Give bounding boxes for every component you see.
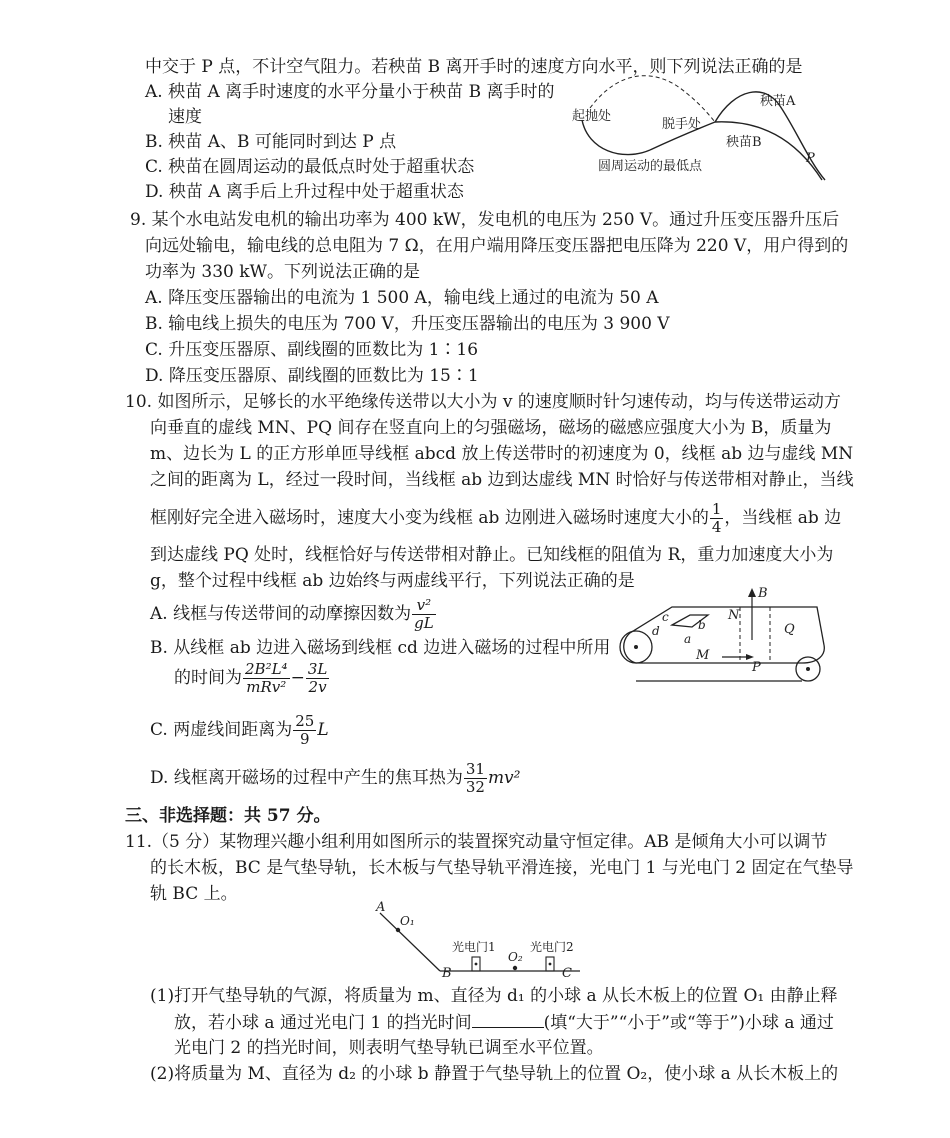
label-gate2: 光电门2 — [530, 940, 574, 954]
q10-line5-pre: 框刚好完全进入磁场时，速度大小变为线框 ab 边刚进入磁场时速度大小的 — [150, 508, 709, 528]
label-throw-start: 起抛处 — [572, 109, 612, 124]
q10-option-b-line2: 的时间为 $\frac{\text{2B²L⁴}}{\text{mRv²}}$ − $\frac{3L}{2v}$ — [174, 660, 328, 696]
q8-option-c: C. 秧苗在圆周运动的最低点时处于超重状态 — [145, 157, 475, 177]
label-d: d — [652, 624, 660, 638]
q10-line5-post: ，当线框 ab 边 — [724, 508, 842, 528]
q8-option-a-line2: 速度 — [168, 107, 202, 127]
q11-apparatus-figure — [370, 900, 590, 981]
label-a: A — [376, 900, 386, 915]
q9-line2: 向远处输电，输电线的总电阻为 7 Ω，在用户端用降压变压器把电压降为 220 V，用户得到的 — [145, 236, 849, 256]
q8-option-b: B. 秧苗 A、B 可能同时到达 P 点 — [145, 132, 397, 152]
label-gate1: 光电门1 — [452, 940, 496, 954]
q11-part1-line2: 放，若小球 a 通过光电门 1 的挡光时间 (填“大于”“小于”或“等于”)小球 a 通过 — [174, 1013, 834, 1033]
q10-line4: 之间的距离为 L，经过一段时间，当线框 ab 边到达虚线 MN 时恰好与传送带相对静止，当线 — [150, 470, 854, 490]
label-lowest-point: 圆周运动的最低点 — [598, 159, 703, 174]
q10-line6: 到达虚线 PQ 处时，线框恰好与传送带相对静止。已知线框的阻值为 R，重力加速度大小为 — [150, 545, 834, 565]
q10-line1: 10. 如图所示，足够长的水平绝缘传送带以大小为 v 的速度顺时针匀速传动，均与传送带运动方 — [125, 392, 841, 412]
q10-line3: m、边长为 L 的正方形单匝导线框 abcd 放上传送带时的初速度为 0，线框 ab 边与虚线 MN — [150, 444, 854, 464]
label-c: C — [562, 966, 572, 981]
q11-part1-line3: 光电门 2 的挡光时间，则表明气垫导轨已调至水平位置。 — [174, 1038, 604, 1058]
q11-line2: 的长木板，BC 是气垫导轨，长木板与气垫导轨平滑连接，光电门 1 与光电门 2 固定在气垫导 — [150, 858, 854, 878]
ball-position-o2 — [513, 966, 517, 970]
q9-option-a: A. 降压变压器输出的电流为 1 500 A，输电线上通过的电流为 50 A — [145, 288, 659, 308]
q11-line1: 11.（5 分）某物理兴趣小组利用如图所示的装置探究动量守恒定律。AB 是倾角大小可以调节 — [125, 832, 828, 852]
q9-option-c: C. 升压变压器原、副线圈的匝数比为 1∶16 — [145, 340, 479, 360]
answer-blank[interactable] — [472, 1011, 544, 1028]
label-p: P — [752, 660, 761, 675]
q8-option-a-line1: A. 秧苗 A 离手时速度的水平分量小于秧苗 B 离手时的 — [145, 82, 555, 102]
label-o1: O₁ — [400, 914, 415, 928]
label-release: 脱手处 — [662, 117, 702, 132]
label-point-p: P — [806, 151, 815, 166]
label-b: B — [442, 966, 452, 981]
circular-path-curve — [582, 120, 650, 155]
roller-right-axle — [806, 667, 810, 671]
label-q: Q — [784, 622, 795, 637]
q10-option-b-line1: B. 从线框 ab 边进入磁场到线框 cd 边进入磁场的过程中所用 — [150, 638, 611, 658]
fraction-option-b-1: $\frac{\text{2B²L⁴}}{\text{mRv²}}$ — [245, 660, 288, 696]
b-field-arrowhead — [748, 588, 756, 597]
fraction-option-a: $\frac{\text{v²}}{gL}$ — [414, 596, 434, 632]
label-seedling-b: 秧苗B — [726, 135, 762, 150]
photogate-2-dot — [549, 963, 552, 966]
ball-position-o1 — [396, 928, 400, 932]
q9-line1: 9. 某个水电站发电机的输出功率为 400 kW，发电机的电压为 250 V。通过升压变压器升压后 — [130, 210, 840, 230]
photogate-1-dot — [475, 963, 478, 966]
label-n: N — [728, 608, 740, 623]
q10-line2: 向垂直的虚线 MN、PQ 间存在竖直向上的匀强磁场，磁场的磁感应强度大小为 B，质量为 — [150, 418, 832, 438]
section-3-title: 三、非选择题：共 57 分。 — [125, 806, 331, 826]
q9-option-b: B. 输电线上损失的电压为 700 V，升压变压器输出的电压为 3 900 V — [145, 314, 670, 334]
fraction-option-d: $\frac{31}{32}$ — [465, 760, 485, 796]
q10-option-a: A. 线框与传送带间的动摩擦因数为 $\frac{\text{v²}}{gL}$ — [150, 596, 434, 632]
label-b: b — [698, 618, 706, 632]
fraction-option-c: $\frac{25}{9}$ — [295, 712, 315, 748]
roller-left-axle — [634, 645, 638, 649]
fraction-one-quarter: $\frac{1}{4}$ — [711, 500, 722, 536]
q9-line3: 功率为 330 kW。下列说法正确的是 — [145, 262, 421, 282]
label-m: M — [696, 648, 710, 663]
label-b-field: B — [758, 586, 768, 601]
fraction-option-b-2: $\frac{3L}{2v}$ — [307, 660, 328, 696]
q10-conveyor-figure — [612, 585, 832, 695]
q11-part1-line1: (1)打开气垫导轨的气源，将质量为 m、直径为 d₁ 的小球 a 从长木板上的位置 O₁ 由静止释 — [150, 986, 838, 1006]
q11-part2-line1: (2)将质量为 M、直径为 d₂ 的小球 b 静置于气垫导轨上的位置 O₂，使小球 a 从长木板上的 — [150, 1064, 839, 1084]
label-o2: O₂ — [508, 950, 523, 964]
q10-option-d: D. 线框离开磁场的过程中产生的焦耳热为 $\frac{31}{32}$ mv² — [150, 760, 521, 796]
q10-line5 — [150, 500, 841, 536]
q9-option-d: D. 降压变压器原、副线圈的匝数比为 15∶1 — [145, 366, 479, 386]
label-c: c — [662, 610, 669, 624]
q10-line7: g，整个过程中线框 ab 边始终与两虚线平行，下列说法正确的是 — [150, 571, 635, 591]
q10-option-c: C. 两虚线间距离为 $\frac{25}{9}$ L — [150, 712, 329, 748]
label-a: a — [684, 632, 692, 646]
q8-option-d: D. 秧苗 A 离手后上升过程中处于超重状态 — [145, 182, 464, 202]
label-seedling-a: 秧苗A — [760, 94, 796, 109]
q11-line3: 轨 BC 上。 — [150, 884, 238, 904]
q8-trajectory-figure — [560, 58, 840, 188]
q8-stem-tail: 中交于 P 点，不计空气阻力。若秧苗 B 离开手时的速度方向水平，则下列说法正确的是 — [145, 57, 803, 77]
